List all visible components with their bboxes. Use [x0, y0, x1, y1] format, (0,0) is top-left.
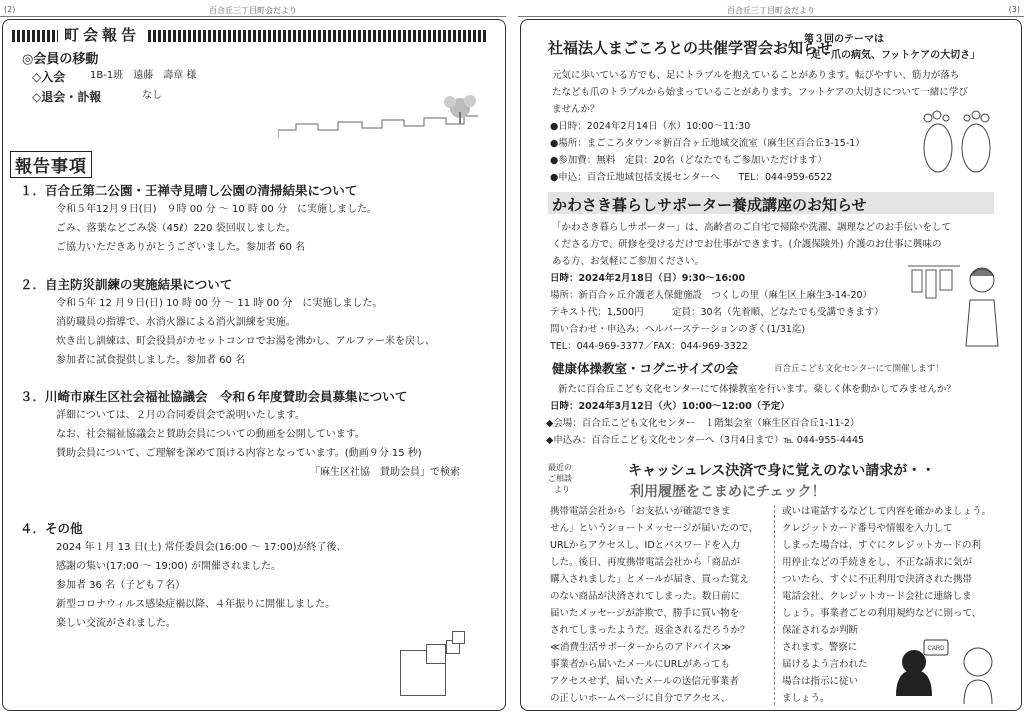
page-number-left: (2) — [4, 5, 16, 14]
item-4-title: ４．その他 — [20, 521, 83, 536]
newsletter-title-left: 百合丘三丁目町会だより — [209, 6, 297, 15]
cashless-col1-line: されてしまったようだ。返金されるだろうか？ — [550, 625, 750, 636]
item-1-title: １．百合丘第二公園・王禅寺見晴し公園の清掃結果について — [20, 183, 358, 198]
cashless-col1-line: URLからアクセスし、IDとパスワードを入力 — [550, 540, 741, 551]
exercise-intro: 新たに百合丘こども文化センターにて体操教室を行います。楽しく体を動かしてみませんか？ — [558, 384, 956, 395]
cashless-col1-line: せん」というショートメッセージが届いたので、 — [550, 523, 758, 534]
footcare-apply: ●申込：百合丘地域包括支援センターへ TEL：044-959-6522 — [550, 172, 833, 183]
supporter-text-fee: テキスト代：1,500円 定員：30名（先着順、どなたでも受講できます） — [550, 307, 884, 318]
left-page — [0, 0, 506, 717]
skyline-illustration — [278, 94, 498, 140]
supporter-tel: TEL：044-969-3377／FAX：044-969-3322 — [550, 341, 748, 352]
right-page — [518, 0, 1024, 717]
item-2-line-1: 令和５年 12 月９日(日) 10 時 00 分 ～ 11 時 00 分 に実施しました。 — [56, 298, 383, 309]
newsletter-title-right: 百合丘三丁目町会だより — [727, 6, 815, 15]
page-number-right: (3) — [1008, 5, 1020, 14]
exercise-title: 健康体操教室・コグニサイズの会 — [552, 361, 739, 376]
leave-label: ◇退会・訃報 — [32, 90, 102, 104]
cashless-col1-line: のない商品が決済されてしまった。数日前に — [550, 591, 741, 602]
card-label: CARD — [927, 646, 945, 652]
item-4-line-3: 参加者 36 名（子ども７名） — [56, 580, 186, 591]
item-3-title: ３．川崎市麻生区社会福祉協議会 令和６年度賛助会員募集について — [20, 389, 408, 404]
cashless-col1-line: ≪消費生活サポーターからのアドバイス≫ — [550, 642, 732, 653]
cashless-col2-line: ましょう。 — [782, 693, 830, 704]
cashless-col2-line: 届けるよう言われた — [782, 659, 868, 670]
item-3-line-2: なお、社会福祉協議会と賛助会員についての動画を公開しています。 — [56, 429, 365, 440]
supporter-place: 場所：新百合ヶ丘介護老人保健施設 つくしの里（麻生区上麻生3-14-20） — [550, 290, 873, 301]
cashless-col2-line: 或いは電話するなどして内容を確かめましょう。 — [782, 506, 992, 517]
footprints-illustration — [916, 106, 1002, 182]
item-4-line-1: 2024 年１月 13 日(土) 常任委員会(16:00 ～ 17:00)が終了後、 — [56, 542, 347, 553]
footcare-fee: ●参加費：無料 定員：20名（どなたでもご参加いただけます） — [550, 155, 827, 166]
supporter-date: 日時：2024年2月18日（日）9:30～16:00 — [550, 273, 746, 284]
scam-card-illustration — [890, 626, 1008, 706]
cashless-col1-line: 購入されました」とメールが届き、買った覚え — [550, 574, 749, 585]
report-title: 報告事項 — [10, 151, 92, 178]
exercise-apply: ◆申込み：百合丘こども文化センターへ（3月4日まで）℡ 044-955-4445 — [546, 435, 865, 446]
item-4-line-5: 楽しい交流がされました。 — [56, 618, 176, 629]
banner-title: 町会報告 — [64, 26, 141, 44]
cashless-col2-line: クレジットカード番号や情報を入力して — [782, 523, 953, 534]
cashless-col2-line: 保証されるか判断 — [782, 625, 859, 636]
cashless-col2-line: しまった場合は、すぐにクレジットカードの利 — [782, 540, 981, 551]
exercise-place: ◆会場：百合丘こども文化センター １階集会室（麻生区百合丘1-11-2） — [546, 418, 860, 429]
cashless-side-label-3: より — [554, 485, 570, 494]
exercise-date: 日時：2024年3月12日（火）10:00～12:00（予定） — [550, 401, 790, 412]
banner-left-bar — [12, 30, 58, 42]
cashless-col2-line: 場合は指示に従い — [782, 676, 859, 687]
item-4-line-4: 新型コロナウィルス感染症禍以降、４年振りに開催しました。 — [56, 599, 336, 610]
footcare-theme-label: 第３回のテーマは — [804, 34, 884, 45]
join-label: ◇入会 — [32, 70, 66, 84]
item-4-line-2: 感謝の集い(17:00 ～ 19:00) が開催されました。 — [56, 561, 281, 572]
item-2-line-2: 消防職員の指導で、水消火器による消火訓練を実施。 — [56, 317, 296, 328]
item-3-search-hint: 「麻生区社協 賛助会員」で検索 — [310, 467, 460, 478]
item-2-title: ２．自主防災訓練の実施結果について — [20, 277, 233, 292]
item-1-line-3: ご協力いただきありがとうございました。参加者 60 名 — [56, 242, 306, 253]
footcare-body-2: たなども爪のトラブルから始まっていることがあります。フットケアの大切さについて一緒に学び — [552, 87, 968, 98]
cashless-subtitle: 利用履歴をこまめにチェック！ — [630, 484, 826, 500]
cashless-col2-line: 電話会社、クレジットカード会社に連絡しま — [782, 591, 972, 602]
supporter-contact: 問い合わせ・申込み：ヘルパーステーションのぎく(1/31迄) — [550, 324, 806, 335]
cashless-col2-line: ついたら、すぐに不正利用で決済された携帯 — [782, 574, 973, 585]
banner-right-bar — [148, 30, 488, 42]
cashless-col1-line: した。後日、再度携帯電話会社から「商品が — [550, 557, 741, 568]
cashless-side-label-1: 最近の — [548, 463, 572, 472]
cashless-col1-line: 携帯電話会社から「お支払いが確認できま — [550, 506, 731, 517]
cashless-col1-line: 届いたメッセージが詐欺で、勝手に買い物を — [550, 608, 740, 619]
supporter-body-3: ある方、お気軽にご参加ください。 — [552, 256, 705, 267]
item-1-line-1: 令和５年12月９日(日) ９時 00 分 ～ 10 時 00 分 に実施しました。 — [56, 204, 377, 215]
cashless-col1-line: の正しいホームページに自分でアクセス、 — [550, 693, 731, 704]
footcare-body-1: 元気に歩いている方でも、足にトラブルを抱えていることがあります。転びやすい、筋力が落ち — [552, 70, 960, 81]
leave-text: なし — [142, 90, 162, 101]
laundry-woman-illustration — [904, 256, 1004, 348]
supporter-body-2: くださる方で、研修を受けるだけでお仕事ができます。(介護保険外) 介護のお仕事に興味の — [552, 239, 942, 250]
item-1-line-2: ごみ、落葉などごみ袋（45ℓ）220 袋回収しました。 — [56, 223, 296, 234]
item-2-line-4: 参加者に試食提供しました。参加者 60 名 — [56, 355, 246, 366]
join-text: 1B-1班 遠藤 壽章 様 — [90, 70, 197, 81]
footcare-body-3: ませんか？ — [552, 104, 600, 115]
footcare-theme: 「足・爪の病気、フットケアの大切さ」 — [801, 50, 981, 61]
cashless-col2-line: されます。警察に — [782, 642, 858, 653]
item-2-line-3: 炊き出し訓練は、町会役員がカセットコンロでお湯を沸かし、アルファー米を戻し、 — [56, 336, 435, 347]
cashless-side-label-2: ご相談 — [548, 474, 572, 483]
cashless-col1-line: 事業者から届いたメールにURLがあっても — [550, 659, 731, 670]
supporter-body-1: 「かわさき暮らしサポーター」は、高齢者のご自宅で掃除や洗濯、調理などのお手伝いをして — [552, 222, 952, 233]
footcare-title: 社福法人まごころとの共催学習会お知らせ — [548, 39, 833, 57]
members-title: ◎会員の移動 — [22, 52, 99, 67]
cashless-col2-line: しょう。事業者ごとの利用規約などに則って、 — [782, 608, 982, 619]
cashless-title: キャッシュレス決済で身に覚えのない請求が・・ — [628, 463, 936, 479]
supporter-title: かわさき暮らしサポーター養成講座のお知らせ — [552, 196, 867, 214]
item-3-line-1: 詳細については、２月の合同委員会で説明いたします。 — [56, 410, 305, 421]
footcare-date: ●日時：2024年2月14日（水）10:00～11:30 — [550, 121, 751, 132]
exercise-sponsor: 百合丘こども文化センターにて開催します！ — [774, 364, 944, 374]
item-3-line-3: 賛助会員について、ご理解を深めて頂ける内容となっています。(動画９分 15 秒) — [56, 448, 422, 459]
cashless-col2-line: 用停止などの手続きをし、不正な請求に気が — [782, 557, 973, 568]
cashless-col1-line: アクセスせず、届いたメールの送信元事業者 — [550, 676, 739, 687]
footcare-place: ●場所：まごころタウン＊新百合ヶ丘地域交流室（麻生区百合丘3-15-1） — [550, 138, 865, 149]
